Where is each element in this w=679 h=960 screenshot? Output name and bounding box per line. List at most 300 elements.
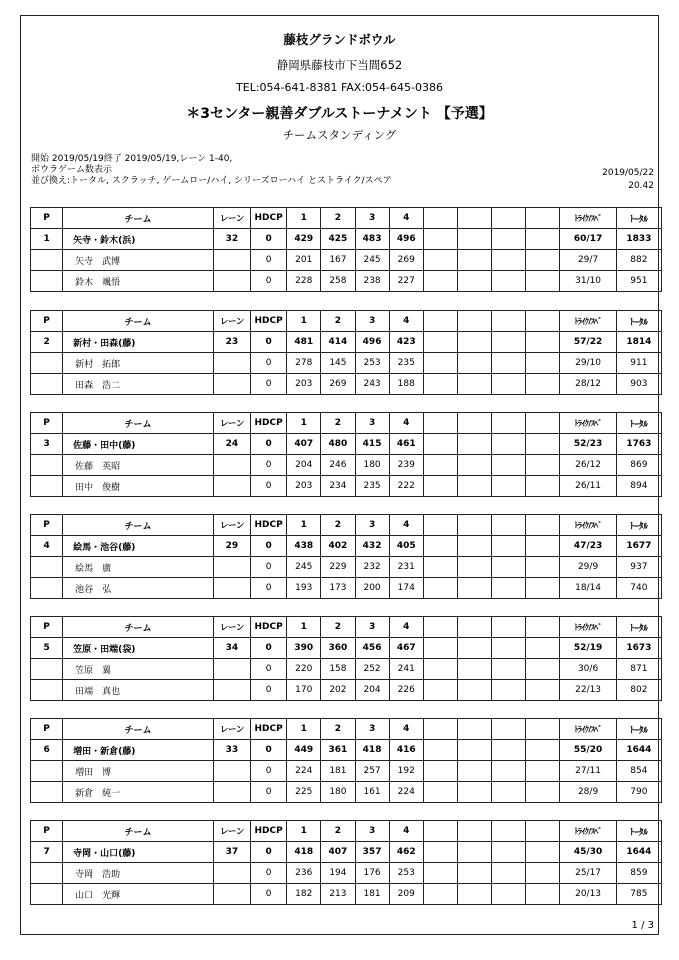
player-game-2: 229 bbox=[321, 557, 355, 578]
player-empty bbox=[423, 455, 457, 476]
col-game-4: 4 bbox=[389, 208, 423, 229]
player-name: 新村 拓郎 bbox=[63, 353, 214, 374]
team-rank: 2 bbox=[31, 332, 63, 353]
team-lane: 32 bbox=[213, 229, 250, 250]
player-hdcp: 0 bbox=[251, 680, 287, 701]
team-game-4: 461 bbox=[389, 434, 423, 455]
team-name: 新村・田森(藤) bbox=[63, 332, 214, 353]
player-game-3: 238 bbox=[355, 271, 389, 292]
player-empty bbox=[457, 782, 491, 803]
player-name: 増田 博 bbox=[63, 761, 214, 782]
col-game-4: 4 bbox=[389, 311, 423, 332]
col-game-2: 2 bbox=[321, 719, 355, 740]
team-empty bbox=[457, 536, 491, 557]
player-name: 佐藤 英昭 bbox=[63, 455, 214, 476]
player-game-2: 173 bbox=[321, 578, 355, 599]
player-game-3: 245 bbox=[355, 250, 389, 271]
team-total: 1673 bbox=[616, 638, 661, 659]
col-hdcp: HDCP bbox=[251, 208, 287, 229]
team-name: 増田・新倉(藤) bbox=[63, 740, 214, 761]
player-empty bbox=[526, 761, 560, 782]
team-game-3: 418 bbox=[355, 740, 389, 761]
player-hdcp: 0 bbox=[251, 761, 287, 782]
col-empty bbox=[457, 515, 491, 536]
player-rank-empty bbox=[31, 761, 63, 782]
player-rank-empty bbox=[31, 680, 63, 701]
team-game-3: 496 bbox=[355, 332, 389, 353]
team-row bbox=[31, 536, 662, 557]
meta-display: ボウラゲーム数表示 bbox=[31, 165, 113, 175]
player-empty bbox=[492, 680, 526, 701]
player-game-4: 224 bbox=[389, 782, 423, 803]
team-row bbox=[31, 332, 662, 353]
team-game-4: 496 bbox=[389, 229, 423, 250]
player-row bbox=[31, 455, 662, 476]
team-table bbox=[30, 514, 662, 599]
team-table bbox=[30, 310, 662, 395]
player-empty bbox=[492, 761, 526, 782]
player-name: 山口 光輝 bbox=[63, 884, 214, 905]
player-lane-empty bbox=[213, 782, 250, 803]
col-lane: レーン bbox=[213, 208, 250, 229]
team-game-2: 414 bbox=[321, 332, 355, 353]
player-rank-empty bbox=[31, 863, 63, 884]
team-strike-spare: 60/17 bbox=[560, 229, 616, 250]
player-hdcp: 0 bbox=[251, 476, 287, 497]
player-empty bbox=[526, 374, 560, 395]
player-game-3: 161 bbox=[355, 782, 389, 803]
player-row bbox=[31, 353, 662, 374]
player-lane-empty bbox=[213, 476, 250, 497]
player-game-1: 182 bbox=[287, 884, 321, 905]
player-empty bbox=[457, 863, 491, 884]
col-game-1: 1 bbox=[287, 413, 321, 434]
player-name: 田端 真也 bbox=[63, 680, 214, 701]
team-rank: 6 bbox=[31, 740, 63, 761]
team-empty bbox=[423, 740, 457, 761]
team-name: 笠原・田端(袋) bbox=[63, 638, 214, 659]
player-row bbox=[31, 476, 662, 497]
player-game-3: 257 bbox=[355, 761, 389, 782]
player-lane-empty bbox=[213, 659, 250, 680]
col-team: チーム bbox=[63, 208, 214, 229]
player-total: 894 bbox=[616, 476, 661, 497]
col-total: ﾄｰﾀﾙ bbox=[616, 208, 661, 229]
col-team: チーム bbox=[63, 821, 214, 842]
col-game-2: 2 bbox=[321, 821, 355, 842]
player-empty bbox=[526, 863, 560, 884]
col-total: ﾄｰﾀﾙ bbox=[616, 617, 661, 638]
player-empty bbox=[492, 782, 526, 803]
col-rank: P bbox=[31, 413, 63, 434]
col-empty bbox=[526, 617, 560, 638]
player-empty bbox=[526, 659, 560, 680]
col-hdcp: HDCP bbox=[251, 413, 287, 434]
team-block bbox=[30, 820, 662, 905]
player-game-1: 224 bbox=[287, 761, 321, 782]
player-empty bbox=[526, 455, 560, 476]
player-empty bbox=[423, 680, 457, 701]
player-empty bbox=[526, 476, 560, 497]
player-game-1: 228 bbox=[287, 271, 321, 292]
col-game-4: 4 bbox=[389, 515, 423, 536]
col-total: ﾄｰﾀﾙ bbox=[616, 821, 661, 842]
team-hdcp: 0 bbox=[251, 638, 287, 659]
team-block bbox=[30, 207, 662, 292]
player-total: 790 bbox=[616, 782, 661, 803]
player-game-3: 252 bbox=[355, 659, 389, 680]
team-game-1: 390 bbox=[287, 638, 321, 659]
team-block bbox=[30, 310, 662, 395]
player-rank-empty bbox=[31, 455, 63, 476]
team-strike-spare: 55/20 bbox=[560, 740, 616, 761]
player-game-2: 167 bbox=[321, 250, 355, 271]
team-empty bbox=[526, 229, 560, 250]
player-empty bbox=[457, 250, 491, 271]
player-game-2: 145 bbox=[321, 353, 355, 374]
player-name: 笠原 翼 bbox=[63, 659, 214, 680]
team-game-4: 467 bbox=[389, 638, 423, 659]
player-game-2: 213 bbox=[321, 884, 355, 905]
player-empty bbox=[492, 455, 526, 476]
player-strike-spare: 29/10 bbox=[560, 353, 616, 374]
player-empty bbox=[423, 353, 457, 374]
col-empty bbox=[457, 413, 491, 434]
team-game-3: 415 bbox=[355, 434, 389, 455]
col-game-2: 2 bbox=[321, 413, 355, 434]
team-empty bbox=[526, 638, 560, 659]
player-empty bbox=[457, 476, 491, 497]
player-empty bbox=[526, 680, 560, 701]
player-empty bbox=[423, 761, 457, 782]
team-block bbox=[30, 718, 662, 803]
team-empty bbox=[492, 434, 526, 455]
team-empty bbox=[492, 740, 526, 761]
col-total: ﾄｰﾀﾙ bbox=[616, 719, 661, 740]
player-empty bbox=[457, 761, 491, 782]
col-hdcp: HDCP bbox=[251, 821, 287, 842]
player-game-4: 231 bbox=[389, 557, 423, 578]
col-empty bbox=[492, 617, 526, 638]
player-game-4: 241 bbox=[389, 659, 423, 680]
column-header-row bbox=[31, 617, 662, 638]
col-empty bbox=[423, 617, 457, 638]
team-lane: 33 bbox=[213, 740, 250, 761]
team-total: 1763 bbox=[616, 434, 661, 455]
player-strike-spare: 26/11 bbox=[560, 476, 616, 497]
team-block bbox=[30, 514, 662, 599]
col-game-4: 4 bbox=[389, 821, 423, 842]
col-game-4: 4 bbox=[389, 413, 423, 434]
player-strike-spare: 27/11 bbox=[560, 761, 616, 782]
player-game-2: 258 bbox=[321, 271, 355, 292]
team-empty bbox=[423, 434, 457, 455]
player-game-4: 209 bbox=[389, 884, 423, 905]
player-empty bbox=[457, 271, 491, 292]
col-empty bbox=[457, 208, 491, 229]
team-rank: 5 bbox=[31, 638, 63, 659]
team-strike-spare: 45/30 bbox=[560, 842, 616, 863]
page-number: 1 / 3 bbox=[631, 920, 654, 931]
player-game-1: 193 bbox=[287, 578, 321, 599]
team-game-1: 481 bbox=[287, 332, 321, 353]
col-empty bbox=[423, 413, 457, 434]
col-empty bbox=[423, 311, 457, 332]
team-game-3: 456 bbox=[355, 638, 389, 659]
team-game-4: 423 bbox=[389, 332, 423, 353]
col-lane: レーン bbox=[213, 311, 250, 332]
player-row bbox=[31, 884, 662, 905]
col-rank: P bbox=[31, 311, 63, 332]
team-row bbox=[31, 229, 662, 250]
team-empty bbox=[492, 229, 526, 250]
col-game-1: 1 bbox=[287, 719, 321, 740]
col-game-3: 3 bbox=[355, 821, 389, 842]
team-empty bbox=[526, 740, 560, 761]
player-game-2: 246 bbox=[321, 455, 355, 476]
player-game-3: 204 bbox=[355, 680, 389, 701]
player-total: 882 bbox=[616, 250, 661, 271]
col-rank: P bbox=[31, 208, 63, 229]
player-hdcp: 0 bbox=[251, 374, 287, 395]
player-strike-spare: 29/9 bbox=[560, 557, 616, 578]
team-name: 絵馬・池谷(藤) bbox=[63, 536, 214, 557]
player-empty bbox=[423, 557, 457, 578]
team-row bbox=[31, 740, 662, 761]
player-total: 785 bbox=[616, 884, 661, 905]
player-empty bbox=[492, 250, 526, 271]
team-rank: 4 bbox=[31, 536, 63, 557]
player-strike-spare: 28/9 bbox=[560, 782, 616, 803]
col-lane: レーン bbox=[213, 413, 250, 434]
team-game-2: 402 bbox=[321, 536, 355, 557]
col-empty bbox=[423, 821, 457, 842]
player-empty bbox=[492, 578, 526, 599]
team-empty bbox=[423, 536, 457, 557]
team-game-2: 361 bbox=[321, 740, 355, 761]
player-game-1: 278 bbox=[287, 353, 321, 374]
player-rank-empty bbox=[31, 578, 63, 599]
player-game-4: 269 bbox=[389, 250, 423, 271]
player-row bbox=[31, 782, 662, 803]
col-game-4: 4 bbox=[389, 617, 423, 638]
player-lane-empty bbox=[213, 680, 250, 701]
player-total: 951 bbox=[616, 271, 661, 292]
col-empty bbox=[526, 719, 560, 740]
col-game-1: 1 bbox=[287, 821, 321, 842]
col-game-2: 2 bbox=[321, 515, 355, 536]
player-empty bbox=[423, 782, 457, 803]
col-strike-spare: ﾄﾗｲｸ/ｽﾍﾟ bbox=[560, 617, 616, 638]
col-empty bbox=[526, 821, 560, 842]
player-game-3: 181 bbox=[355, 884, 389, 905]
player-strike-spare: 29/7 bbox=[560, 250, 616, 271]
venue-address: 静岡県藤枝市下当間652 bbox=[276, 58, 403, 72]
player-strike-spare: 25/17 bbox=[560, 863, 616, 884]
player-name: 鈴木 颯悟 bbox=[63, 271, 214, 292]
team-name: 矢寺・鈴木(浜) bbox=[63, 229, 214, 250]
team-total: 1677 bbox=[616, 536, 661, 557]
player-hdcp: 0 bbox=[251, 659, 287, 680]
player-game-1: 203 bbox=[287, 476, 321, 497]
player-game-1: 203 bbox=[287, 374, 321, 395]
player-empty bbox=[423, 271, 457, 292]
team-block bbox=[30, 412, 662, 497]
player-game-3: 200 bbox=[355, 578, 389, 599]
player-game-1: 236 bbox=[287, 863, 321, 884]
player-lane-empty bbox=[213, 455, 250, 476]
player-empty bbox=[423, 476, 457, 497]
col-empty bbox=[457, 821, 491, 842]
player-empty bbox=[423, 659, 457, 680]
team-hdcp: 0 bbox=[251, 434, 287, 455]
player-game-3: 243 bbox=[355, 374, 389, 395]
player-strike-spare: 18/14 bbox=[560, 578, 616, 599]
player-empty bbox=[423, 578, 457, 599]
player-name: 田森 浩二 bbox=[63, 374, 214, 395]
col-empty bbox=[457, 719, 491, 740]
team-hdcp: 0 bbox=[251, 332, 287, 353]
team-rank: 7 bbox=[31, 842, 63, 863]
player-row bbox=[31, 659, 662, 680]
player-empty bbox=[492, 884, 526, 905]
player-game-1: 220 bbox=[287, 659, 321, 680]
player-rank-empty bbox=[31, 659, 63, 680]
player-empty bbox=[457, 557, 491, 578]
player-row bbox=[31, 374, 662, 395]
player-empty bbox=[457, 659, 491, 680]
player-empty bbox=[492, 863, 526, 884]
team-row bbox=[31, 638, 662, 659]
player-game-2: 181 bbox=[321, 761, 355, 782]
col-rank: P bbox=[31, 719, 63, 740]
player-rank-empty bbox=[31, 782, 63, 803]
col-empty bbox=[526, 208, 560, 229]
player-game-2: 158 bbox=[321, 659, 355, 680]
team-game-1: 407 bbox=[287, 434, 321, 455]
col-lane: レーン bbox=[213, 515, 250, 536]
player-empty bbox=[526, 782, 560, 803]
col-team: チーム bbox=[63, 617, 214, 638]
player-lane-empty bbox=[213, 557, 250, 578]
player-game-4: 222 bbox=[389, 476, 423, 497]
player-empty bbox=[457, 578, 491, 599]
team-strike-spare: 47/23 bbox=[560, 536, 616, 557]
col-total: ﾄｰﾀﾙ bbox=[616, 413, 661, 434]
player-game-4: 239 bbox=[389, 455, 423, 476]
team-empty bbox=[423, 332, 457, 353]
player-empty bbox=[423, 374, 457, 395]
player-hdcp: 0 bbox=[251, 353, 287, 374]
col-game-1: 1 bbox=[287, 311, 321, 332]
player-hdcp: 0 bbox=[251, 782, 287, 803]
player-lane-empty bbox=[213, 884, 250, 905]
team-empty bbox=[457, 842, 491, 863]
player-empty bbox=[492, 353, 526, 374]
meta-sort: 並び換え:トータル, スクラッチ, ゲームロー/ハイ, シリーズローハイ とストライク/スペア bbox=[31, 176, 392, 186]
player-hdcp: 0 bbox=[251, 578, 287, 599]
print-time: 20.42 bbox=[628, 181, 654, 191]
player-hdcp: 0 bbox=[251, 271, 287, 292]
player-empty bbox=[457, 455, 491, 476]
team-table bbox=[30, 412, 662, 497]
team-empty bbox=[492, 842, 526, 863]
team-empty bbox=[423, 638, 457, 659]
team-empty bbox=[492, 638, 526, 659]
player-total: 937 bbox=[616, 557, 661, 578]
team-empty bbox=[423, 842, 457, 863]
team-rank: 1 bbox=[31, 229, 63, 250]
player-game-2: 194 bbox=[321, 863, 355, 884]
team-game-3: 483 bbox=[355, 229, 389, 250]
team-empty bbox=[457, 332, 491, 353]
team-game-2: 480 bbox=[321, 434, 355, 455]
player-empty bbox=[423, 884, 457, 905]
col-strike-spare: ﾄﾗｲｸ/ｽﾍﾟ bbox=[560, 515, 616, 536]
team-empty bbox=[423, 229, 457, 250]
col-empty bbox=[492, 311, 526, 332]
venue-phone: TEL:054-641-8381 FAX:054-645-0386 bbox=[236, 81, 443, 94]
player-empty bbox=[492, 374, 526, 395]
player-row bbox=[31, 557, 662, 578]
player-rank-empty bbox=[31, 250, 63, 271]
player-empty bbox=[457, 884, 491, 905]
col-strike-spare: ﾄﾗｲｸ/ｽﾍﾟ bbox=[560, 208, 616, 229]
col-hdcp: HDCP bbox=[251, 311, 287, 332]
team-strike-spare: 52/19 bbox=[560, 638, 616, 659]
team-lane: 24 bbox=[213, 434, 250, 455]
column-header-row bbox=[31, 719, 662, 740]
col-game-2: 2 bbox=[321, 617, 355, 638]
team-hdcp: 0 bbox=[251, 842, 287, 863]
col-rank: P bbox=[31, 617, 63, 638]
col-strike-spare: ﾄﾗｲｸ/ｽﾍﾟ bbox=[560, 413, 616, 434]
player-lane-empty bbox=[213, 271, 250, 292]
col-empty bbox=[457, 311, 491, 332]
player-rank-empty bbox=[31, 271, 63, 292]
player-hdcp: 0 bbox=[251, 250, 287, 271]
team-lane: 34 bbox=[213, 638, 250, 659]
player-total: 903 bbox=[616, 374, 661, 395]
player-rank-empty bbox=[31, 884, 63, 905]
col-game-3: 3 bbox=[355, 719, 389, 740]
tournament-title: ＊3センター親善ダブルストーナメント 【予選】 bbox=[186, 106, 493, 122]
player-empty bbox=[423, 250, 457, 271]
team-game-2: 407 bbox=[321, 842, 355, 863]
player-empty bbox=[457, 680, 491, 701]
player-game-3: 235 bbox=[355, 476, 389, 497]
player-name: 田中 俊樹 bbox=[63, 476, 214, 497]
team-lane: 23 bbox=[213, 332, 250, 353]
player-total: 911 bbox=[616, 353, 661, 374]
player-game-1: 204 bbox=[287, 455, 321, 476]
col-empty bbox=[492, 821, 526, 842]
player-hdcp: 0 bbox=[251, 557, 287, 578]
col-game-2: 2 bbox=[321, 311, 355, 332]
team-table bbox=[30, 718, 662, 803]
team-rank: 3 bbox=[31, 434, 63, 455]
team-empty bbox=[457, 740, 491, 761]
player-lane-empty bbox=[213, 578, 250, 599]
column-header-row bbox=[31, 515, 662, 536]
team-empty bbox=[526, 434, 560, 455]
column-header-row bbox=[31, 311, 662, 332]
player-total: 854 bbox=[616, 761, 661, 782]
team-name: 佐藤・田中(藤) bbox=[63, 434, 214, 455]
player-total: 869 bbox=[616, 455, 661, 476]
team-game-2: 425 bbox=[321, 229, 355, 250]
player-lane-empty bbox=[213, 863, 250, 884]
